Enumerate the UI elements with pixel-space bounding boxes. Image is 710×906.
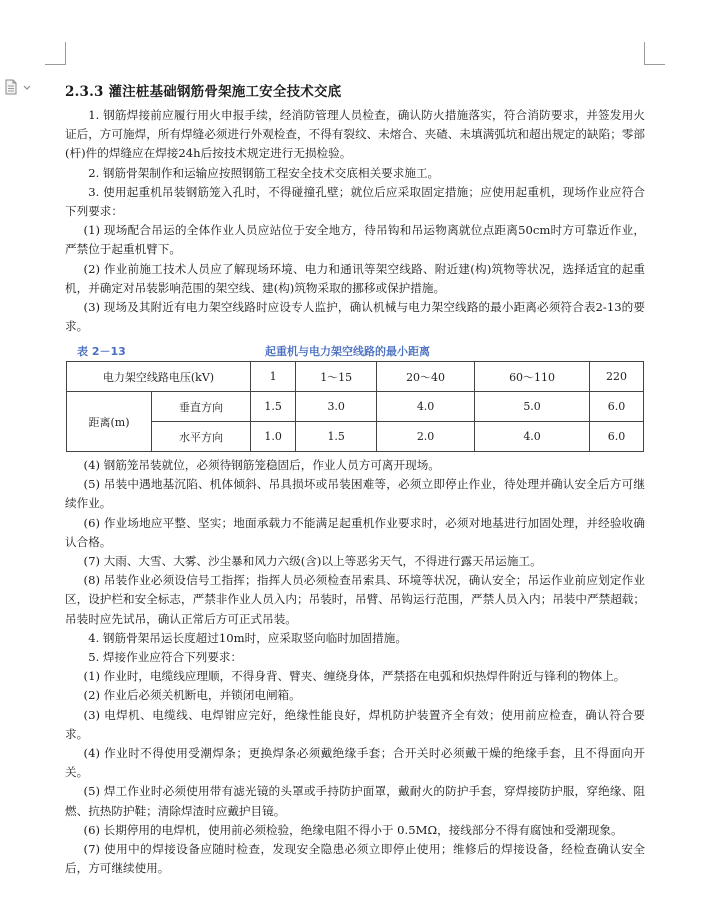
- table-cell: 1.5: [251, 392, 296, 422]
- body-text-top: [65, 106, 645, 336]
- paragraph: (6) 作业场地应平整、坚实；地面承载力不能满足起重机作业要求时，必须对地基进行加固处理，并经验收确认合格。: [65, 515, 645, 549]
- table-cell: 6.0: [590, 422, 644, 452]
- paragraph: (8) 吊装作业必须设信号工指挥；指挥人员必须检查吊索具、环境等状况，确认安全；吊运作业前应划定作业区，设护栏和安全标志，严禁非作业人员入内；吊装时，吊臂、吊钩运行范围，严禁人员入内；吊装中严禁超载；吊装时应先试吊，确认正常后方可正式吊装。: [65, 573, 645, 626]
- voltage-cell: 1: [251, 362, 296, 392]
- paragraph: (1) 作业时，电缆线应理顺，不得身背、臂夹、缠绕身体，严禁搭在电弧和炽热焊件附近与锋利的物体上。: [83, 669, 626, 684]
- paragraph: (5) 焊工作业时必须使用带有滤光镜的头罩或手持防护面罩，戴耐火的防护手套，穿焊接防护服，穿绝缘、阻燃、抗热防护鞋；清除焊渣时应戴护目镜。: [65, 784, 645, 818]
- table-cell: 4.0: [475, 422, 590, 452]
- table-cell: 2.0: [377, 422, 475, 452]
- table-cell: 5.0: [475, 392, 590, 422]
- direction-label: 水平方向: [152, 422, 251, 452]
- paragraph: (2) 作业后必须关机断电，并锁闭电闸箱。: [83, 688, 301, 703]
- section-heading: 2.3.3 灌注桩基础钢筋骨架施工安全技术交底: [65, 84, 342, 100]
- paragraph: 3. 使用起重机吊装钢筋笼入孔时，不得碰撞孔壁；就位后应采取固定措施；应使用起重机，现场作业应符合下列要求：: [65, 184, 645, 219]
- table-number: 表 2－13: [77, 345, 126, 358]
- table-row: [67, 392, 644, 422]
- page-corner-mark-top-left: [45, 42, 66, 65]
- voltage-cell: 20～40: [377, 362, 475, 392]
- table-header-row: [67, 362, 644, 392]
- paragraph: 2. 钢筋骨架制作和运输应按照钢筋工程安全技术交底相关要求施工。: [88, 165, 440, 180]
- paragraph: 4. 钢筋骨架吊运长度超过10m时，应采取竖向临时加固措施。: [88, 630, 407, 645]
- distance-group-label: 距离(m): [67, 392, 152, 452]
- direction-label: 垂直方向: [152, 392, 251, 422]
- paragraph: (2) 作业前施工技术人员应了解现场环境、电力和通讯等架空线路、附近建(构)筑物等状况，选择适宜的起重机，并确定对吊装影响范围的架空线、建(构)筑物采取的挪移或保护措施。: [65, 261, 645, 295]
- clearance-distance-table: [66, 361, 644, 452]
- paragraph: (4) 钢筋笼吊装就位，必须待钢筋笼稳固后，作业人员方可离开现场。: [83, 458, 440, 472]
- paragraph: (5) 吊装中遇地基沉陷、机体倾斜、吊具损坏或吊装困难等，必须立即停止作业，待处理并确认安全后方可继续作业。: [65, 477, 645, 511]
- paragraph: (4) 作业时不得使用受潮焊条；更换焊条必须戴绝缘手套；合开关时必须戴干燥的绝缘手套，且不得面向开关。: [65, 746, 645, 780]
- voltage-header-cell: 电力架空线路电压(kV): [67, 362, 251, 392]
- table-cell: 6.0: [590, 392, 644, 422]
- paragraph: (1) 现场配合吊运的全体作业人员应站位于安全地方，待吊钩和吊运物离就位点距离50cm时方可靠近作业，严禁位于起重机臂下。: [65, 223, 645, 257]
- voltage-cell: 1～15: [296, 362, 377, 392]
- paragraph: 1. 钢筋焊接前应履行用火申报手续，经消防管理人员检查，确认防火措施落实，符合消防要求，并签发用火证后，方可施焊，所有焊缝必须进行外观检查，不得有裂纹、未熔合、夹碴、未填满弧坑和超出规定的缺陷；零部(杆)件的焊缝应在焊接24h后按技术规定进行无损检验。: [65, 108, 645, 161]
- table-cell: 1.5: [296, 422, 377, 452]
- table-title: 起重机与电力架空线路的最小距离: [265, 345, 430, 358]
- paragraph: (6) 长期停用的电焊机，使用前必须检验，绝缘电阻不得小于 0.5MΩ，接线部分不得有腐蚀和受潮现象。: [83, 822, 623, 837]
- paragraph: 5. 焊接作业应符合下列要求：: [88, 650, 243, 665]
- table-cell: 4.0: [377, 392, 475, 422]
- page-corner-mark-top-right: [644, 42, 665, 65]
- paragraph: (3) 电焊机、电缆线、电焊钳应完好，绝缘性能良好，焊机防护装置齐全有效；使用前应检查，确认符合要求。: [65, 707, 645, 741]
- paragraph: (7) 使用中的焊接设备应随时检查，发现安全隐患必须立即停止使用；维修后的焊接设备，经检查确认安全后，方可继续使用。: [65, 842, 645, 876]
- table-caption: [65, 343, 645, 359]
- document-outline-icon[interactable]: [4, 79, 34, 95]
- table-cell: 1.0: [251, 422, 296, 452]
- paragraph: (7) 大雨、大雪、大雾、沙尘暴和风力六级(含)以上等恶劣天气，不得进行露天吊运施工。: [83, 554, 542, 569]
- voltage-cell: 220: [590, 362, 644, 392]
- voltage-cell: 60～110: [475, 362, 590, 392]
- table-row: [67, 422, 644, 452]
- table-cell: 3.0: [296, 392, 377, 422]
- body-text-bottom: [65, 456, 645, 878]
- paragraph: (3) 现场及其附近有电力架空线路时应设专人监护，确认机械与电力架空线路的最小距离必须符合表2-13的要求。: [65, 300, 645, 334]
